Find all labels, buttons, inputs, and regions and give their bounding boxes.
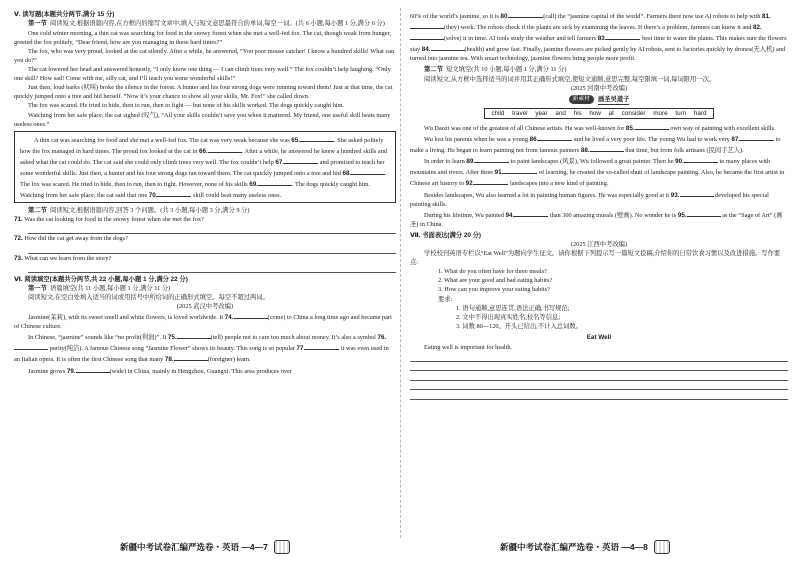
blank-90[interactable] xyxy=(684,155,718,163)
blank-89[interactable] xyxy=(475,155,509,163)
blank-84[interactable] xyxy=(431,43,465,51)
blank-93[interactable] xyxy=(680,189,714,197)
passage-para-3: The cat lowered her head and answered honestly, “I only know one thing — I can climb trees very well.” The fox couldn’t help laughing. “Only one skill? How sad! Come with me, silly cat, and I’ll teach you some wonderful skills!” xyxy=(14,66,391,83)
footer-right: 新疆中考试卷汇编严选卷・英语 —4—8 xyxy=(500,540,670,554)
blank-83[interactable] xyxy=(606,32,640,40)
blank-70[interactable] xyxy=(157,189,191,197)
footer-left: 新疆中考试卷汇编严选卷・英语 —4—7 xyxy=(120,540,290,554)
wu-para-4: Besides landscapes, Wu also learned a lot in painting human figures. He was especially good at it 93. developed his special painting skills. xyxy=(410,189,788,209)
new-material-pill: 新素材 xyxy=(569,95,594,104)
publisher-logo-icon xyxy=(654,540,670,554)
writing-point-2: 2. What are your good and bad eating habits? xyxy=(438,277,553,285)
answer-line-73[interactable] xyxy=(28,263,396,273)
passage-para-6: Watching from her safe place, the cat sighed (叹气), “All your skills couldn’t save you when it mattered. My friend, one useful skill beats many useless ones.” xyxy=(14,111,391,128)
blank-79[interactable] xyxy=(76,365,110,373)
blank-88[interactable] xyxy=(590,144,624,152)
publisher-logo-icon xyxy=(274,540,290,554)
blank-69[interactable] xyxy=(258,178,292,186)
blank-76[interactable] xyxy=(14,342,48,350)
word-bank xyxy=(410,108,788,119)
blank-65[interactable] xyxy=(300,134,334,142)
essay-line-4[interactable] xyxy=(410,381,788,391)
question-72: 72. How did the cat get away from the dogs? xyxy=(14,235,128,243)
blank-66[interactable] xyxy=(208,145,242,153)
blank-92[interactable] xyxy=(474,177,508,185)
jasmine-para-1: Jasmine(茉莉), with its sweet smell and white flowers, is loved worldwide. It 74. (come) to China a long time ago and became part of Chinese culture. xyxy=(14,311,396,331)
blank-68[interactable] xyxy=(351,167,385,175)
writing-req-2: 2. 文中不得出现真实姓名,校名等信息; xyxy=(456,313,561,321)
section5-part2-instructions: 第二节 阅读短文,根据语篇内容,回答 3 个问题。(共 3 小题,每小题 3 分,满分 9 分) xyxy=(28,207,250,215)
blank-86[interactable] xyxy=(538,133,572,141)
passage-para-5: The fox was scared. He tried to hide, then to run, then to fight — but none of his skills worked. The dogs quickly caught him. xyxy=(28,102,345,110)
writing-requirements-label: 要求: xyxy=(438,295,453,303)
section6-heading: Ⅵ. 阅读填空(本题共分两节,共 22 小题,每小题 1 分,满分 22 分) xyxy=(14,275,188,283)
jasmine-para-2: In Chinese, “jasmine” sounds like “no profit(利润)”. It 75. (tell) people not to care too much about money. It’s also a symbol 76. purity(纯洁). A famous Chinese song “Jasmine Flower” shows its beauty. This song is so popular 77. it was even used in an Italian opera. It is often the first Chinese song that many 78. (foreigner) learn. xyxy=(14,331,396,364)
writing-req-1: 1. 语句通顺,意思连贯,语法正确,书写规范; xyxy=(456,304,570,312)
word-bank-words: child travel year and his how at consider more turn hard xyxy=(484,108,713,119)
blank-82[interactable] xyxy=(410,32,444,40)
summary-text: A thin cat was searching for food and she met a well-fed fox. The cat was very weak because she was 65. . She asked politely how the fox managed in hard times. The proud fox looked at the cat in 66. . After a while, he answered he knew a hundred skills and asked what the cat could do. The cat said she could only climb trees very well. The fox couldn’t help 67. and promised to teach her some wonderful skills. Just then, a hunter and his four strong dogs ran toward them. The cat quickly jumped onto a tree and hid 68. . The fox was scared. He tried to hide, then to run, then to fight. However, none of his skills 69. . The dogs quickly caught him. Watching from her safe place, the cat said that one 70. skill could beat many useless ones. xyxy=(20,134,390,201)
jasmine-para-3-cont: 60% of the world’s jasmine, so it is 80. (call) the “jasmine capital of the world”. Farmers there now use AI robots to help with 81.(they) work. The robots check if the plants are sick by examining the leaves. If there’s a problem, farmers can know it and 82.(solve) it in time. AI tools study the weather and tell farmers 83. best time to water the plants. This makes sure the flowers stay 84. (health) and grow fast. Finally, jasmine flowers are picked gently by AI robots, sent to factories quickly by drones(无人机) and turned into jasmine tea. With smart technology, jasmine flowers bring people more profit. xyxy=(410,10,788,63)
blank-85[interactable] xyxy=(635,122,669,130)
writing-point-3: 3. How can you improve your eating habits? xyxy=(438,286,550,294)
blank-78[interactable] xyxy=(174,353,208,361)
section6-source: (2025 武汉中考改编) xyxy=(176,302,234,310)
essay-line-3[interactable] xyxy=(410,371,788,381)
writing-prompt: 学校校刊英语专栏以“Eat Well”为题向学生征文。请你根据下列提示写一篇短文投稿,介绍你的日常饮食习惯以及改进措施。写作要点: xyxy=(410,250,781,267)
blank-77[interactable] xyxy=(305,342,339,350)
summary-box xyxy=(14,131,396,204)
section6-part1-instructions: 第一节 语篇填空(共 11 小题,每小题 1 分,满分 11 分) xyxy=(28,284,171,292)
writing-point-1: 1. What do you often have for three meals? xyxy=(438,268,547,276)
writing-req-3: 3. 词数 80—120。开头已给出,不计入总词数。 xyxy=(456,322,582,330)
section6-directions: 阅读短文,在空白处填入适当的词或用括号中所给词的正确形式填空。每空不超过两词。 xyxy=(28,293,269,301)
question-71: 71. Was the cat looking for food in the snowy forest when she met the fox? xyxy=(14,216,204,224)
wu-para-5: During his lifetime, Wu painted 94. than 300 amazing murals (壁画). No wonder he is 95. as the “Sage of Art” (画圣) in China. xyxy=(410,209,788,229)
essay-line-5[interactable] xyxy=(410,390,788,400)
blank-75[interactable] xyxy=(177,331,211,339)
blank-81[interactable] xyxy=(410,21,444,29)
blank-87[interactable] xyxy=(740,133,774,141)
blank-74[interactable] xyxy=(234,311,268,319)
section5-heading: Ⅴ. 读写题(本题共分两节,满分 15 分) xyxy=(14,11,115,18)
section7-source: (2025 江西中考改编) xyxy=(570,240,628,248)
page-divider xyxy=(400,8,401,538)
question-73: 73. What can we learn from the story? xyxy=(14,254,112,262)
section6-part2-directions: 阅读短文,从方框中选择适当的词并用其正确形式填空,使短文通顺,意思完整,每空限填一词,每词限用一次。 xyxy=(424,75,716,83)
section7-heading: Ⅶ. 书面表达(满分 20 分) xyxy=(410,231,481,239)
essay-opening: Eating well is important for health. xyxy=(424,344,513,351)
essay-title: Eat Well xyxy=(586,333,612,341)
left-column xyxy=(14,10,396,376)
essay-line-1[interactable] xyxy=(410,352,788,362)
passage-para-1: One cold winter morning, a thin cat was searching for food in the snowy forest when she met a well-fed fox. The cat, though weak from hunger, greeted the fox politely, “Dear friend, how are you managing in these hard times?” xyxy=(14,29,391,46)
wu-para-1: Wu Daozi was one of the greatest of all Chinese artists. He was well-known for 85. own way of painting with excellent skills. xyxy=(410,122,788,133)
answer-line-71[interactable] xyxy=(28,224,396,234)
essay-line-2[interactable] xyxy=(410,362,788,372)
section6-part2-instructions: 第二节 短文填空(共 10 小题,每小题 1 分,满分 11 分) xyxy=(424,66,567,74)
right-column xyxy=(410,10,788,400)
passage-para-4: Just then, loud barks (吠叫) broke the silence in the forest. A hunter and his four strong dogs were running toward them! Just at that time, the cat quickly jumped onto a tree and hid herself. “Now it’s your chance to show all your skills, Mr. Fox!” she called down. xyxy=(14,84,393,101)
wu-para-2: Wu lost his parents when he was a young 86. and he lived a very poor life. The young Wu had to work very 87. to make a living. He began to learn painting not from famous painters 88. that time, but from folk artisans (民间手艺人). xyxy=(410,133,788,155)
word-bank-row xyxy=(410,95,788,105)
wu-para-3: In order to learn 89. to paint landscapes (风景), Wu followed a great painter. Then he 90. to many places with mountains and rivers. After three 91. of learning, he created the so-called shuti of landscape painting. Also, he became the first artist in Chinese art history to 92. landscapes into a new kind of painting. xyxy=(410,155,788,188)
material-tag xyxy=(569,95,630,105)
blank-95[interactable] xyxy=(687,209,721,217)
blank-94[interactable] xyxy=(514,209,548,217)
material-title: 画圣吴道子 xyxy=(598,95,629,105)
passage-para-2: The fox, who was very proud, looked at the cat silently. After a while, he answered, “You poor mouse catcher! I know a hundred skills! What can you do?” xyxy=(14,47,395,64)
blank-80[interactable] xyxy=(509,10,543,18)
blank-91[interactable] xyxy=(503,166,537,174)
jasmine-para-3: Jasmine grows 79. (wide) in China, mainly in Hengzhou, Guangxi. This area produces over xyxy=(14,365,396,376)
answer-line-72[interactable] xyxy=(28,244,396,254)
blank-67[interactable] xyxy=(284,156,318,164)
part2-source: (2025 河南中考改编) xyxy=(570,84,628,92)
section5-part1-instructions: 第一节 阅读短文,根据语篇内容,在方框内的缩写文章中,填入与短文意思最符合的单词,每空一词。(共 6 小题,每小题 1 分,满分 6 分) xyxy=(28,20,385,28)
